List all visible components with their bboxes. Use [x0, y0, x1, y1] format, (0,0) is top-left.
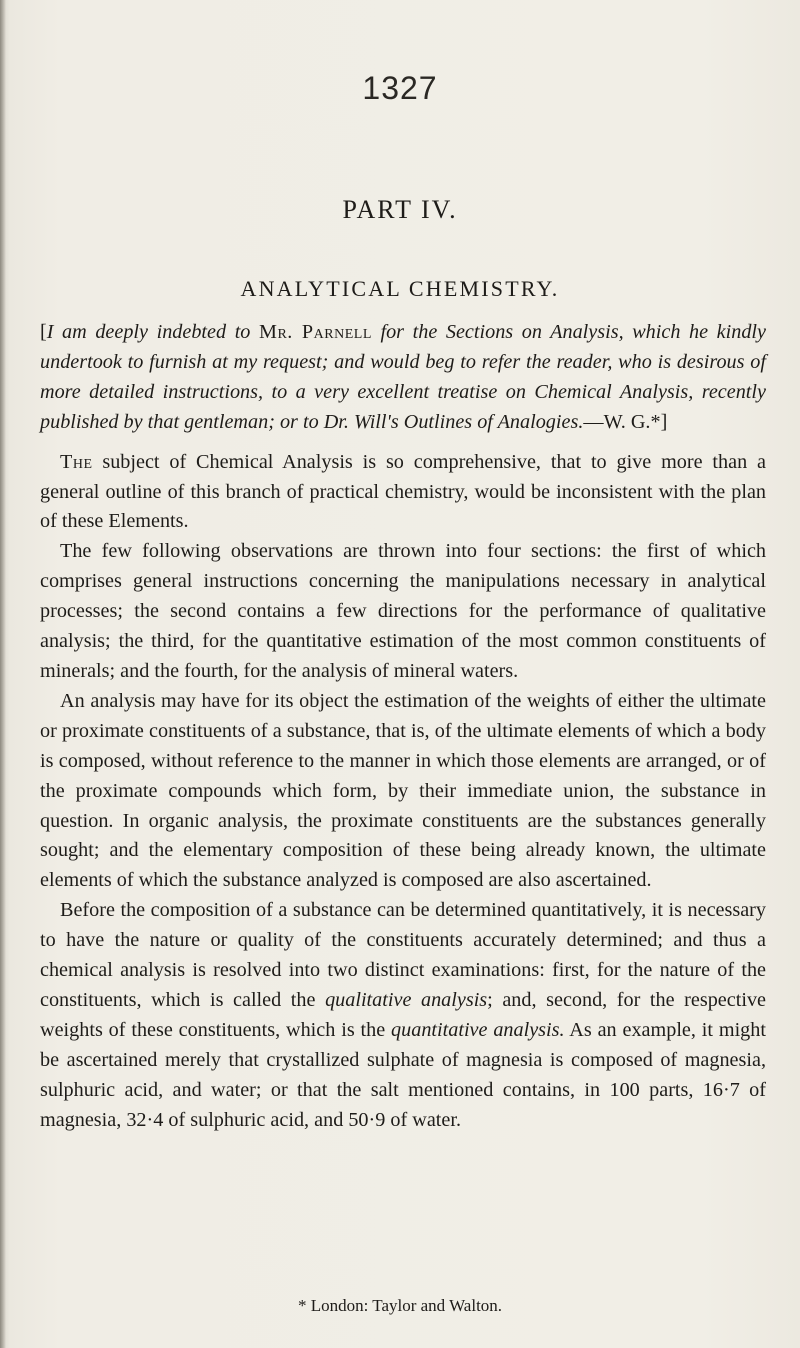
page-number: 1327 — [362, 70, 438, 106]
body-text — [40, 318, 766, 1135]
part-title: PART IV. — [342, 195, 458, 224]
author-name: Mr. Parnell — [259, 321, 372, 343]
paragraph-1: The subject of Chemical Analysis is so comprehensive, that to give more than a general outline of this branch of practical chemistry, would be inconsistent with the plan of these Elements. — [40, 450, 766, 533]
editor-note: [I am deeply indebted to Mr. Parnell for the Sections on Analysis, which he kindly undertook to furnish at my request; and would beg to refer the reader, who is desirous of more detailed instructions, to a very excellent treatise on Chemical Analysis, recently published by that gentleman; or to Dr. Will's Outlines of Analogies.—W. G.*] — [40, 321, 766, 433]
quantitative-term: quantitative analysis. — [391, 1018, 565, 1041]
note-signature: —W. G.*] — [583, 410, 668, 433]
footnote: * London: Taylor and Walton. — [297, 1296, 503, 1315]
qualitative-term: qualitative analysis — [325, 988, 488, 1011]
paragraph-2: The few following observations are thrown into four sections: the first of which comprises general instructions concerning the manipulations necessary in analytical processes; the second contains a few directions for the performance of qualitative analysis; the third, for the quantitative estimation of the most common constituents of minerals; and the fourth, for the analysis of mineral waters. — [40, 540, 766, 682]
paragraph-4: Before the composition of a substance can be determined quantitatively, it is necessary to have the nature or quality of the constituents accurately determined; and thus a chemical analysis is resolved into two distinct examinations: first, for the nature of the constituents, which is called the qualitative analysis; and, second, for the respective weights of these constituents, which is the quantitative analysis. As an example, it might be ascertained merely that crystallized sulphate of magnesia is composed of magnesia, sulphuric acid, and water; or that the salt mentioned contains, in 100 parts, 16·7 of magnesia, 32·4 of sulphuric acid, and 50·9 of water. — [40, 899, 766, 1131]
paragraph-3: An analysis may have for its object the estimation of the weights of either the ultimate or proximate constituents of a substance, that is, of the ultimate elements of which a body is composed, without reference to the manner in which those elements are arranged, or of the proximate compounds which form, by their immediate union, the substance in question. In organic analysis, the proximate constituents are the substances generally sought; and the elementary composition of these being already known, the ultimate elements of which the substance analyzed is composed are also ascertained. — [40, 689, 766, 892]
section-title: ANALYTICAL CHEMISTRY. — [240, 276, 560, 301]
